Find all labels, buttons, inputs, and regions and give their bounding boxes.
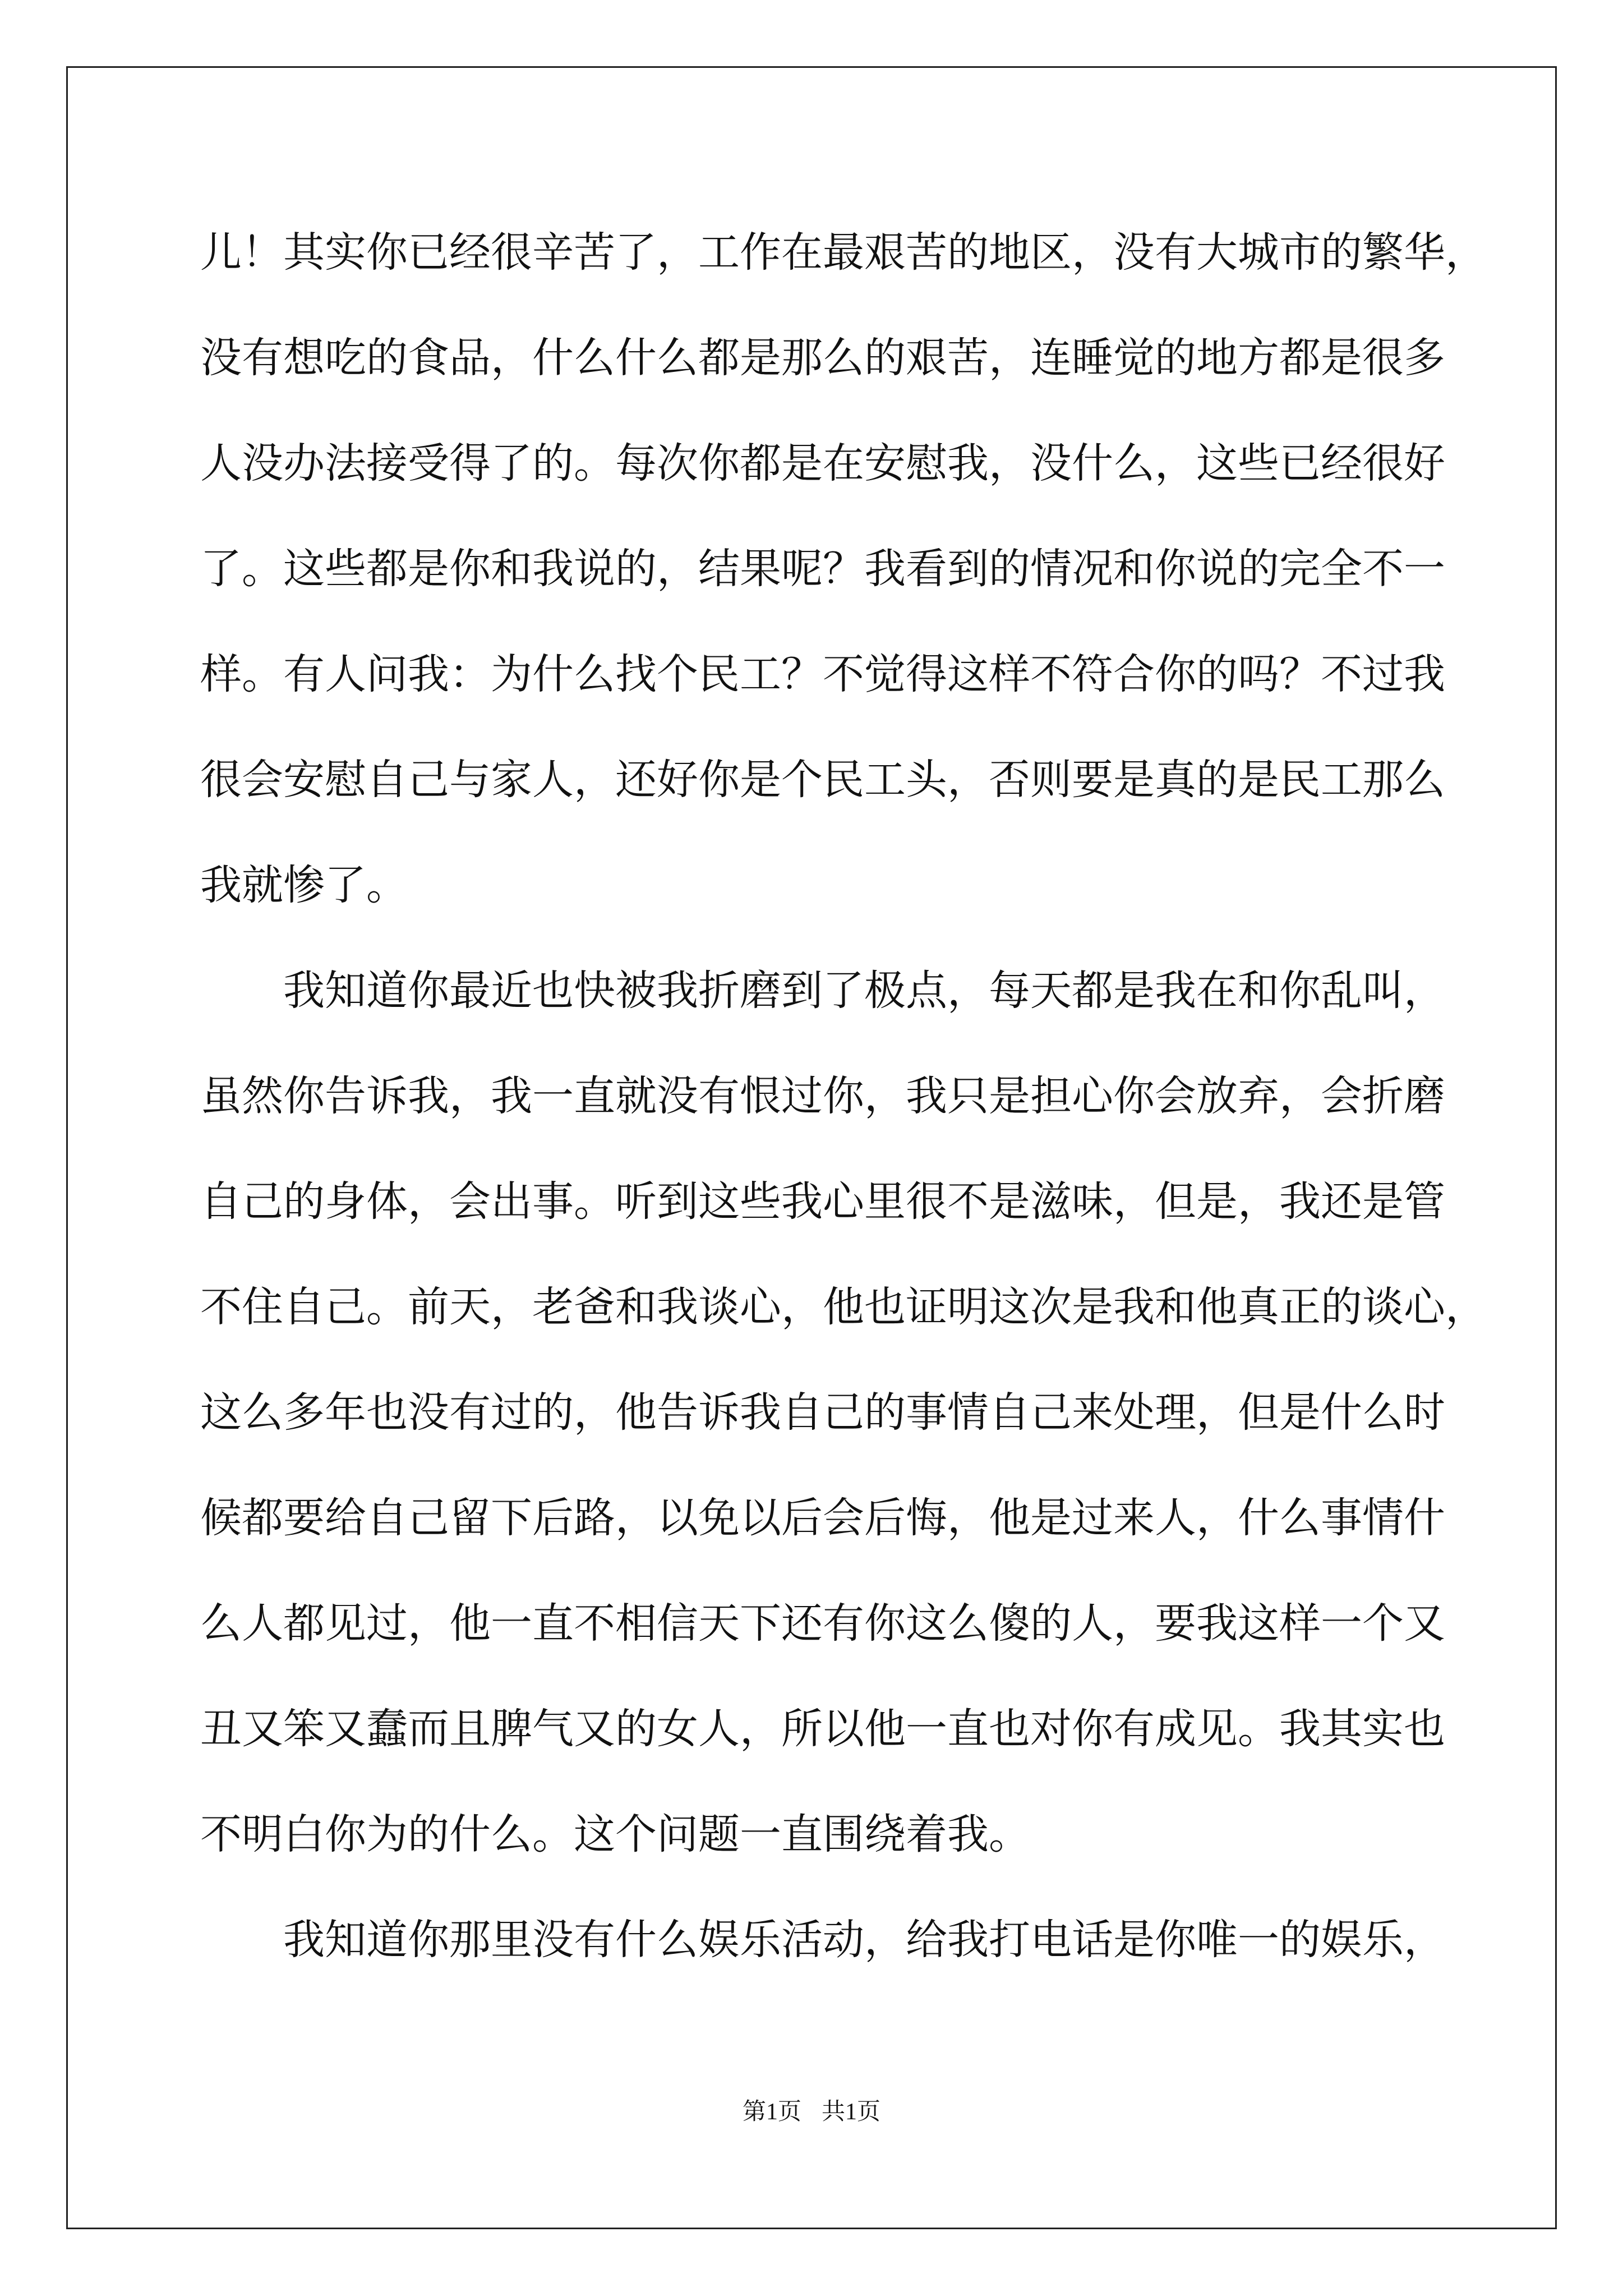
text-line: 不住自己。前天，老爸和我谈心，他也证明这次是我和他真正的谈心， xyxy=(200,1283,1487,1331)
text-line: 人没办法接受得了的。每次你都是在安慰我，没什么，这些已经很好 xyxy=(200,439,1445,487)
text-line: 这么多年也没有过的，他告诉我自己的事情自己来处理，但是什么时 xyxy=(200,1388,1445,1437)
text-line: 我就惨了。 xyxy=(200,861,408,909)
page-footer xyxy=(0,2095,1623,2129)
text-line: 自己的身体，会出事。听到这些我心里很不是滋味，但是，我还是管 xyxy=(200,1177,1445,1226)
text-line: 儿！其实你已经很辛苦了，工作在最艰苦的地区，没有大城市的繁华， xyxy=(200,228,1487,277)
text-line: 候都要给自己留下后路，以免以后会后悔，他是过来人，什么事情什 xyxy=(200,1494,1445,1542)
page-total: 共1页 xyxy=(822,2099,881,2125)
text-line: 丑又笨又蠢而且脾气又的女人，所以他一直也对你有成见。我其实也 xyxy=(200,1705,1445,1753)
text-line: 没有想吃的食品，什么什么都是那么的艰苦，连睡觉的地方都是很多 xyxy=(200,334,1445,382)
paragraph-first-line: 我知道你那里没有什么娱乐活动，给我打电话是你唯一的娱乐， xyxy=(283,1916,1445,1964)
text-line: 不明白你为的什么。这个问题一直围绕着我。 xyxy=(200,1810,1030,1858)
text-line: 样。有人问我：为什么找个民工？不觉得这样不符合你的吗？不过我 xyxy=(200,650,1445,698)
text-line: 虽然你告诉我，我一直就没有恨过你，我只是担心你会放弃，会折磨 xyxy=(200,1072,1445,1120)
text-line: 么人都见过，他一直不相信天下还有你这么傻的人，要我这样一个又 xyxy=(200,1599,1445,1648)
page-number: 第1页 xyxy=(742,2099,801,2125)
paragraph-first-line: 我知道你最近也快被我折磨到了极点，每天都是我在和你乱叫， xyxy=(283,967,1445,1015)
text-line: 很会安慰自己与家人，还好你是个民工头，否则要是真的是民工那么 xyxy=(200,756,1445,804)
text-line: 了。这些都是你和我说的，结果呢？我看到的情况和你说的完全不一 xyxy=(200,545,1445,593)
